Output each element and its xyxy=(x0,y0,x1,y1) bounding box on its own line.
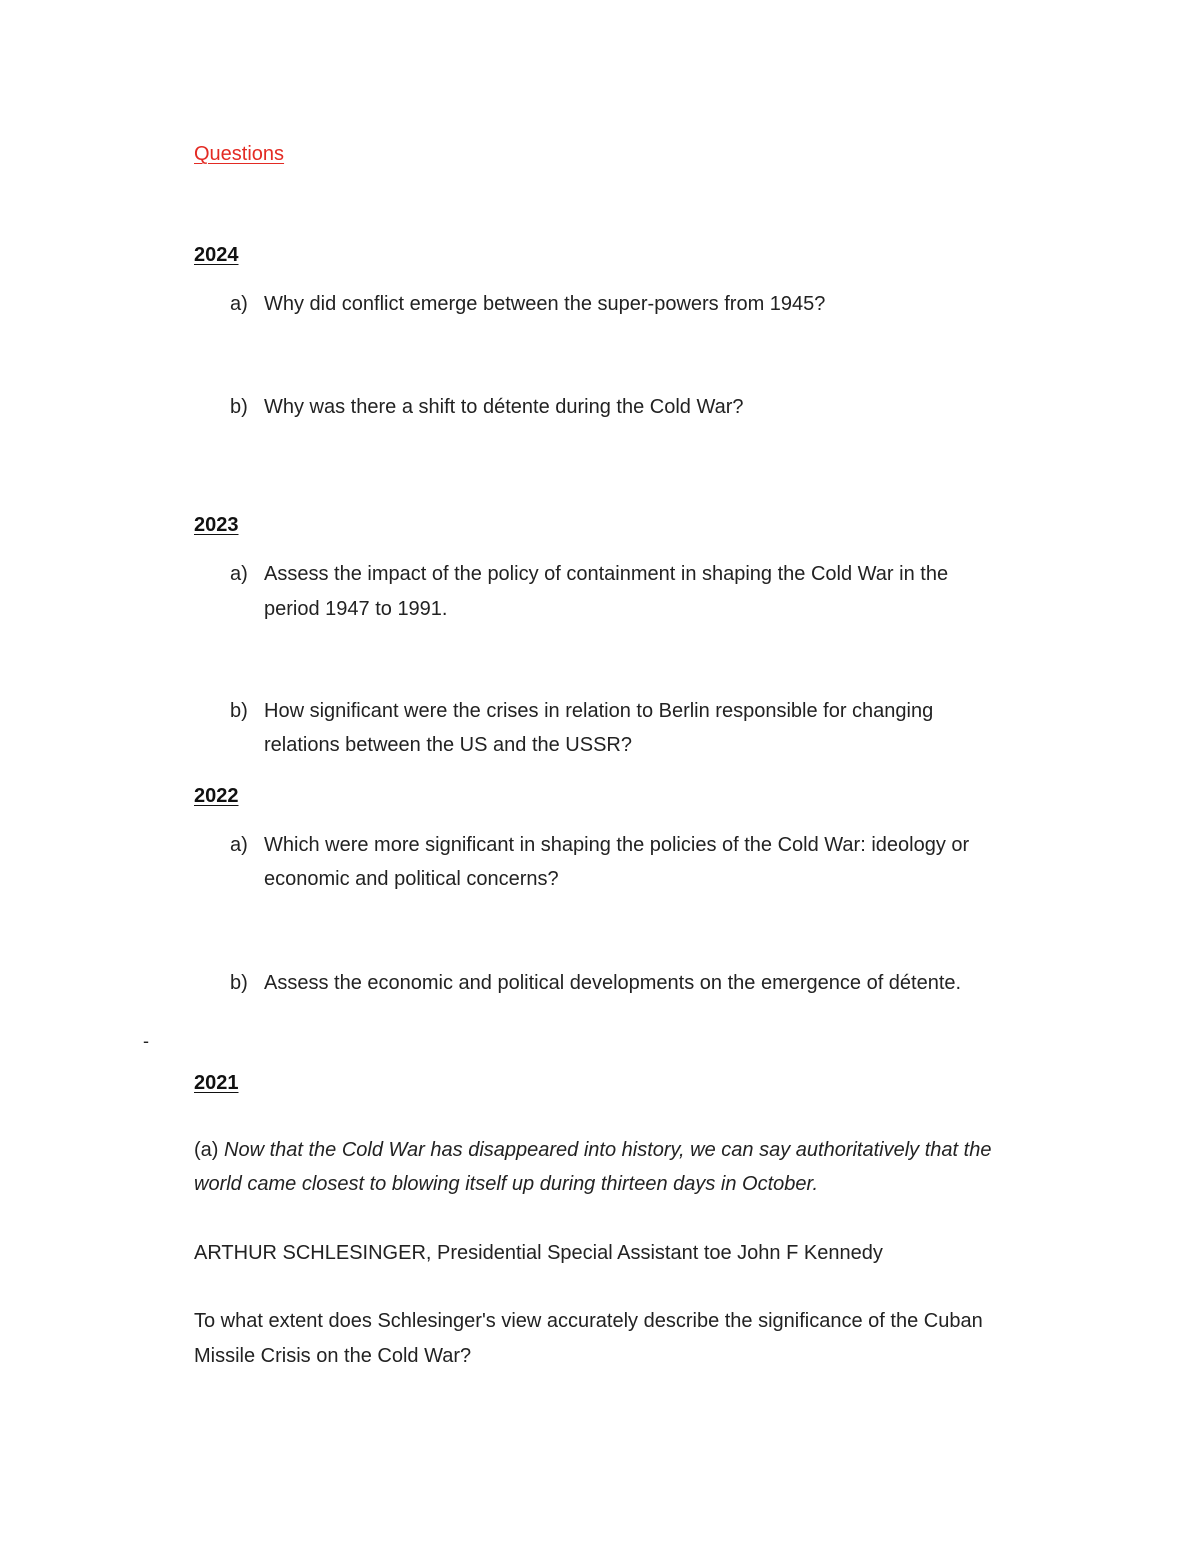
question-marker: a) xyxy=(230,293,248,315)
page-title: Questions xyxy=(194,143,285,165)
question-text: Assess the impact of the policy of containment in shaping the Cold War in the xyxy=(264,563,949,585)
separator-dash: - xyxy=(143,1031,149,1051)
year-heading-2023: 2023 xyxy=(194,514,239,536)
quote-line-1 xyxy=(194,1133,991,1167)
question-text: Why was there a shift to détente during the Cold War? xyxy=(264,396,744,418)
question-marker: a) xyxy=(230,563,248,585)
quote-marker: (a) xyxy=(194,1139,224,1161)
question-text-continued: relations between the US and the USSR? xyxy=(264,734,632,756)
question-marker: b) xyxy=(230,972,248,994)
question-text: How significant were the crises in relation to Berlin responsible for changing xyxy=(264,700,934,722)
year-heading-2022: 2022 xyxy=(194,785,239,807)
question-text: Which were more significant in shaping the policies of the Cold War: ideology or xyxy=(264,834,970,856)
question-text-continued: period 1947 to 1991. xyxy=(264,598,448,620)
question-text: Why did conflict emerge between the super-powers from 1945? xyxy=(264,293,826,315)
year-heading-2021: 2021 xyxy=(194,1072,239,1094)
year-heading-2024: 2024 xyxy=(194,244,239,266)
question-text-continued: economic and political concerns? xyxy=(264,868,559,890)
quote-text-continued: world came closest to blowing itself up during thirteen days in October. xyxy=(194,1173,819,1195)
question-marker: b) xyxy=(230,396,248,418)
question-marker: b) xyxy=(230,700,248,722)
quote-text: Now that the Cold War has disappeared into history, we can say authoritatively that the xyxy=(224,1139,992,1161)
quote-attribution: ARTHUR SCHLESINGER, Presidential Special Assistant toe John F Kennedy xyxy=(194,1242,883,1264)
question-text: Assess the economic and political developments on the emergence of détente. xyxy=(264,972,962,994)
question-text: To what extent does Schlesinger's view accurately describe the significance of the Cuban xyxy=(194,1310,983,1332)
question-text-continued: Missile Crisis on the Cold War? xyxy=(194,1345,472,1367)
question-marker: a) xyxy=(230,834,248,856)
